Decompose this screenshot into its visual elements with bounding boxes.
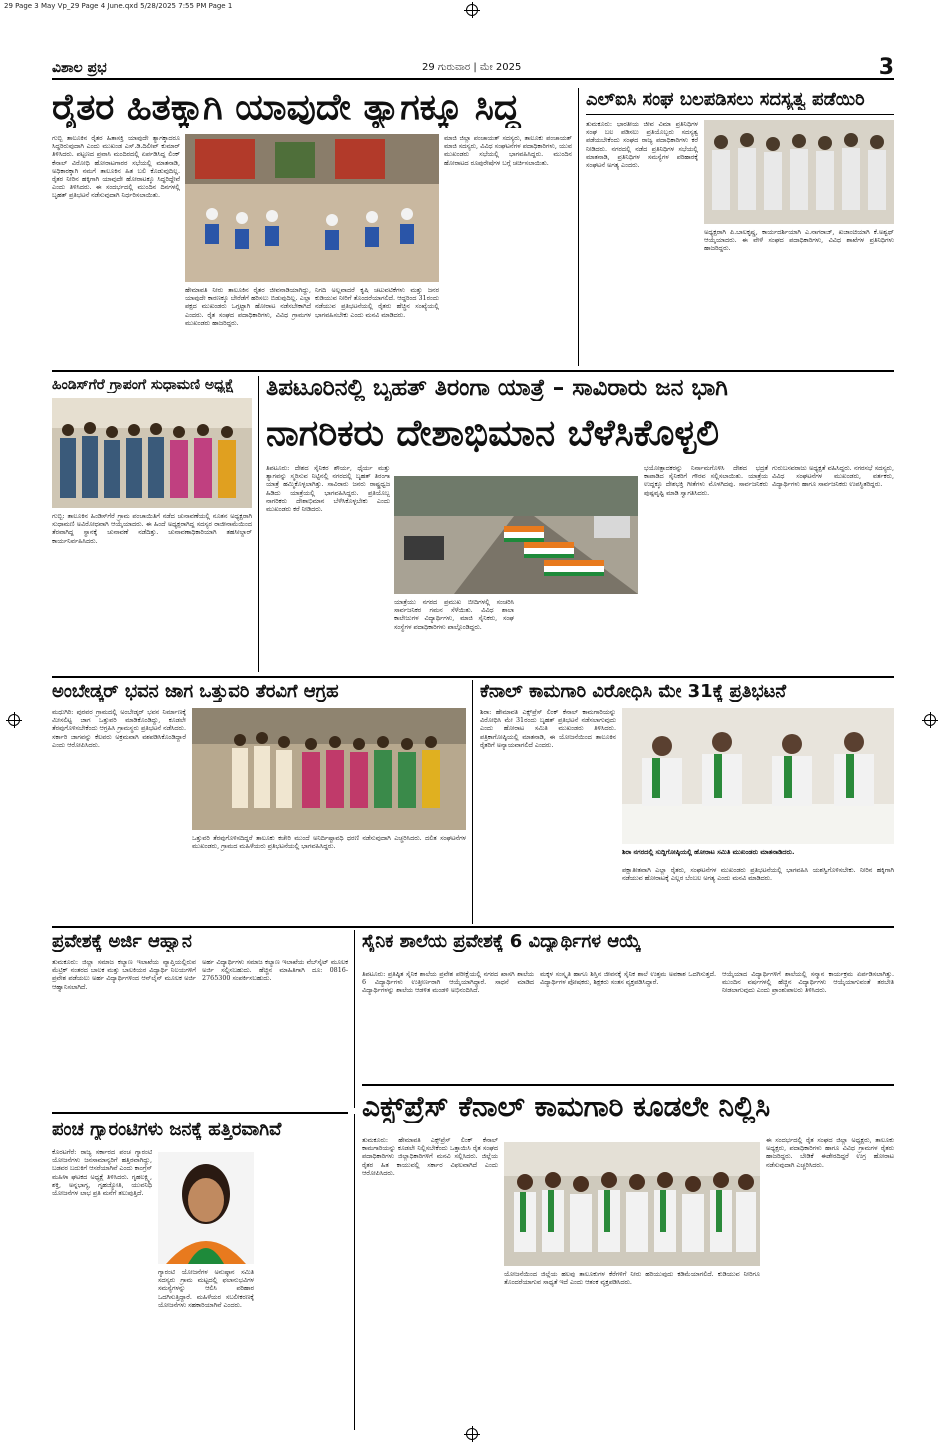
headline-farmers: ರೈತರ ಹಿತಕ್ಕಾಗಿ ಯಾವುದೇ ತ್ಯಾಗಕ್ಕೂ ಸಿದ್ಧ (52, 88, 521, 128)
article-express-canal-col2: ಯೋಜನೆಯಿಂದ ಜಿಲ್ಲೆಯ ಹಲವು ತಾಲೂಕುಗಳ ಕೆರೆಗಳಿಗೆ ನೀರು ಹರಿಯುವುದು ಕಡಿಮೆಯಾಗಲಿದೆ. ಕುಡಿಯುವ ನೀರಿಗೂ ತೊಂದರೆಯಾಗುವ ಸಾಧ್ಯತೆ ಇದೆ ಎಂದು ಆತಂಕ ವ್ಯಕ್ತಪಡಿಸಿದರು. (504, 1270, 760, 1287)
photo-hindisgere (52, 398, 252, 508)
photo-express-canal (504, 1142, 760, 1266)
column-divider (578, 88, 579, 366)
column-divider (472, 680, 473, 924)
article-guarantee-col1: ಕೊರಟಗೆರೆ: ರಾಜ್ಯ ಸರ್ಕಾರದ ಪಂಚ ಗ್ಯಾರಂಟಿ ಯೋಜನೆಗಳು ಜನಸಾಮಾನ್ಯರಿಗೆ ಹತ್ತಿರವಾಗಿದ್ದು, ಬಡವರ ಬದುಕಿಗೆ ಆಸರೆಯಾಗಿವೆ ಎಂದು ಕಾಂಗ್ರೆಸ್ ಮಹಿಳಾ ಘಟಕದ ಅಧ್ಯಕ್ಷೆ ತಿಳಿಸಿದರು. ಗೃಹಲಕ್ಷ್ಮಿ, ಶಕ್ತಿ, ಅನ್ನಭಾಗ್ಯ, ಗೃಹಜ್ಯೋತಿ, ಯುವನಿಧಿ ಯೋಜನೆಗಳ ಲಾಭ ಪ್ರತಿ ಮನೆಗೆ ತಲುಪುತ್ತಿದೆ. (52, 1148, 152, 1198)
section-rule (52, 370, 894, 372)
article-canal-protest-col1: ಶಿರಾ: ಹೇಮಾವತಿ ಎಕ್ಸ್‌ಪ್ರೆಸ್ ಲಿಂಕ್ ಕೆನಾಲ್ ಕಾಮಗಾರಿಯನ್ನು ವಿರೋಧಿಸಿ ಮೇ 31ರಂದು ಬೃಹತ್ ಪ್ರತಿಭಟನೆ ನಡೆಸಲಾಗುವುದು ಎಂದು ಹೋರಾಟ ಸಮಿತಿ ಮುಖಂಡರು ತಿಳಿಸಿದರು. ಪತ್ರಿಕಾಗೋಷ್ಠಿಯಲ್ಲಿ ಮಾತನಾಡಿ, ಈ ಯೋಜನೆಯಿಂದ ತಾಲೂಕಿನ ರೈತರಿಗೆ ಅನ್ಯಾಯವಾಗಲಿದೆ ಎಂದರು. (480, 708, 616, 749)
article-sainik-col2: ಮಕ್ಕಳ ಸಂಸ್ಕೃತಿ ಹಾಗೂ ಶಿಸ್ತಿನ ಜೀವನಕ್ಕೆ ಸೈನಿಕ ಶಾಲೆ ಉತ್ತಮ ಅವಕಾಶ ಒದಗಿಸುತ್ತದೆ. ವಿದ್ಯಾರ್ಥಿಗಳ ಪೋಷಕರು, ಶಿಕ್ಷಕರು ಸಂತಸ ವ್ಯಕ್ತಪಡಿಸಿದ್ದಾರೆ. (540, 970, 716, 987)
article-farmers-col1: ಗುಬ್ಬಿ ತಾಲೂಕಿನ ರೈತರ ಹಿತಾಸಕ್ತಿ ಯಾವುದೇ ತ್ಯಾಗಕ್ಕಾದರೂ ಸಿದ್ಧರಿರುವುದಾಗಿ ಎಂದು ಮುಖಂಡ ಎಸ್.ಡಿ.ದಿಲೀಪ್ ಕುಮಾರ್ ತಿಳಿಸಿದರು. ಪಟ್ಟಣದ ಪ್ರವಾಸಿ ಮಂದಿರದಲ್ಲಿ ಏರ್ಪಡಿಸಿದ್ದ ಲಿಂಕ್ ಕೆನಾಲ್ ವಿರೋಧಿ ಹೋರಾಟಗಾರರ ಸಭೆಯಲ್ಲಿ ಮಾತನಾಡಿ, ಅಧಿಕಾರಕ್ಕಾಗಿ ನಮಗೆ ತಾಲೂಕಿನ ಹಿತ ಬಲಿ ಕೊಡುವುದಿಲ್ಲ. ರೈತರ ನೀರಿನ ಹಕ್ಕಿಗಾಗಿ ಯಾವುದೇ ಹೋರಾಟಕ್ಕೂ ಸಿದ್ಧರಿದ್ದೇವೆ ಎಂದು ತಿಳಿಸಿದರು. ಈ ಸಂದರ್ಭದಲ್ಲಿ ಮುಂದಿನ ದಿನಗಳಲ್ಲಿ ಬೃಹತ್ ಪ್ರತಿಭಟನೆ ನಡೆಸುವುದಾಗಿ ನಿರ್ಧರಿಸಲಾಯಿತು. (52, 134, 180, 200)
article-admission-col2: ಅರ್ಹ ವಿದ್ಯಾರ್ಥಿಗಳು ಸಮಾಜ ಕಲ್ಯಾಣ ಇಲಾಖೆಯ ವೆಬ್‌ಸೈಟ್ ಮೂಲಕ ಅರ್ಜಿ ಸಲ್ಲಿಸಬಹುದು. ಹೆಚ್ಚಿನ ಮಾಹಿತಿಗಾಗಿ ದೂ: 0816-2765300 ಸಂಪರ್ಕಿಸಬಹುದು. (202, 958, 348, 983)
registration-mark-icon (8, 714, 20, 726)
article-farmers-col3: ನಿಗದಿ ಅಲ್ಲವಾದರೆ ಕೃಷಿ ಚಟುವಟಿಕೆಗಳು ಮತ್ತು ಜನರ ಕುಡಿಯುವ ನೀರಿಗೆ ತೊಂದರೆಯಾಗಲಿದೆ. ಆದ್ದರಿಂದ 31ರಂದು ನಡೆಯುವ ಪ್ರತಿಭಟನೆಯಲ್ಲಿ ರೈತರು ಹೆಚ್ಚಿನ ಸಂಖ್ಯೆಯಲ್ಲಿ ಭಾಗವಹಿಸಬೇಕು ಎಂದು ಮನವಿ ಮಾಡಿದರು. (315, 286, 439, 319)
article-admission-col1: ತುಮಕೂರು: ಜಿಲ್ಲಾ ಸಮಾಜ ಕಲ್ಯಾಣ ಇಲಾಖೆಯ ವ್ಯಾಪ್ತಿಯಲ್ಲಿರುವ ಮೆಟ್ರಿಕ್ ನಂತರದ ಬಾಲಕ ಮತ್ತು ಬಾಲಕಿಯರ ವಿದ್ಯಾರ್ಥಿ ನಿಲಯಗಳಿಗೆ ಪ್ರವೇಶ ಪಡೆಯಲು ಅರ್ಹ ವಿದ್ಯಾರ್ಥಿಗಳಿಂದ ಆನ್‌ಲೈನ್ ಮೂಲಕ ಅರ್ಜಿ ಆಹ್ವಾನಿಸಲಾಗಿದೆ. (52, 958, 196, 991)
column-divider (354, 930, 355, 1108)
photo-farmers-meeting (185, 134, 439, 282)
photo-guarantee-portrait (158, 1152, 254, 1264)
article-farmers-col2: ಹೇಮಾವತಿ ನೀರು ತಾಲೂಕಿನ ರೈತರ ಜೀವನಾಡಿಯಾಗಿದ್ದು, ಯಾವುದೇ ಕಾರಣಕ್ಕೂ ಬೇರೆಡೆಗೆ ಹರಿಸಲು ಬಿಡುವುದಿಲ್ಲ. ಎಲ್ಲಾ ಪಕ್ಷದ ಮುಖಂಡರು ಒಗ್ಗಟ್ಟಾಗಿ ಹೋರಾಟ ನಡೆಸಬೇಕಾಗಿದೆ ಎಂದರು. ರೈತ ಸಂಘದ ಪದಾಧಿಕಾರಿಗಳು, ವಿವಿಧ ಗ್ರಾಮಗಳ ಮುಖಂಡರು ಹಾಜರಿದ್ದರು. (185, 286, 311, 327)
article-express-canal-col3: ಈ ಸಂದರ್ಭದಲ್ಲಿ ರೈತ ಸಂಘದ ಜಿಲ್ಲಾ ಅಧ್ಯಕ್ಷರು, ತಾಲೂಕು ಅಧ್ಯಕ್ಷರು, ಪದಾಧಿಕಾರಿಗಳು ಹಾಗೂ ವಿವಿಧ ಗ್ರಾಮಗಳ ರೈತರು ಹಾಜರಿದ್ದರು. ಬೇಡಿಕೆ ಈಡೇರದಿದ್ದರೆ ಉಗ್ರ ಹೋರಾಟ ನಡೆಸುವುದಾಗಿ ಎಚ್ಚರಿಸಿದರು. (766, 1136, 894, 1169)
article-tiranga-col3: ಭಯೋತ್ಪಾದಕರನ್ನು ನಿರ್ನಾಮಗೊಳಿಸಿ ದೇಶದ ಭದ್ರತೆ ಕಾಪಾಡಿದ ಸೈನಿಕರಿಗೆ ಗೌರವ ಸಲ್ಲಿಸಲಾಯಿತು. ಯಾತ್ರೆಯ ಉದ್ದಕ್ಕೂ ದೇಶಭಕ್ತಿ ಗೀತೆಗಳು ಮೊಳಗಿದವು. ಸಾರ್ವಜನಿಕರು ಪುಷ್ಪವೃಷ್ಟಿ ಮಾಡಿ ಸ್ವಾಗತಿಸಿದರು. (644, 464, 768, 497)
headline-canal-protest: ಕೆನಾಲ್ ಕಾಮಗಾರಿ ವಿರೋಧಿಸಿ ಮೇ 31ಕ್ಕೆ ಪ್ರತಿಭಟನೆ (480, 682, 787, 702)
issue-date: 29 ಗುರುವಾರ | ಮೇ 2025 (422, 62, 522, 73)
article-sainik-col1: ತಿಪಟೂರು: ಪ್ರತಿಷ್ಠಿತ ಸೈನಿಕ ಶಾಲೆಯ ಪ್ರವೇಶ ಪರೀಕ್ಷೆಯಲ್ಲಿ ನಗರದ ಖಾಸಗಿ ಶಾಲೆಯ 6 ವಿದ್ಯಾರ್ಥಿಗಳು ಉತ್ತೀರ್ಣರಾಗಿ ಆಯ್ಕೆಯಾಗಿದ್ದಾರೆ. ಸಾಧನೆ ಮಾಡಿದ ವಿದ್ಯಾರ್ಥಿಗಳನ್ನು ಶಾಲೆಯ ಆಡಳಿತ ಮಂಡಳಿ ಅಭಿನಂದಿಸಿದೆ. (362, 970, 534, 995)
photo-canal-press-meet (622, 708, 894, 844)
article-tiranga-col4: ಗುರುಬಸವರಾಜು ಅಧ್ಯಕ್ಷತೆ ವಹಿಸಿದ್ದರು. ನಗರಸಭೆ ಸದಸ್ಯರು, ವಿವಿಧ ಸಂಘಟನೆಗಳ ಮುಖಂಡರು, ವರ್ತಕರು, ವಿದ್ಯಾರ್ಥಿಗಳು ಹಾಗೂ ಸಾರ್ವಜನಿಕರು ಉಪಸ್ಥಿತರಿದ್ದರು. (772, 464, 894, 489)
caption-canal-press-meet: ಶಿರಾ ನಗರದಲ್ಲಿ ಸುದ್ದಿಗೋಷ್ಠಿಯಲ್ಲಿ ಹೋರಾಟ ಸಮಿತಿ ಮುಖಂಡರು ಮಾತನಾಡಿದರು. (622, 848, 795, 856)
headline-admission: ಪ್ರವೇಶಕ್ಕೆ ಅರ್ಜಿ ಆಹ್ವಾನ (52, 932, 192, 952)
article-sainik-col3: ಆಯ್ಕೆಯಾದ ವಿದ್ಯಾರ್ಥಿಗಳಿಗೆ ಶಾಲೆಯಲ್ಲಿ ಸನ್ಮಾನ ಕಾರ್ಯಕ್ರಮ ಏರ್ಪಡಿಸಲಾಗಿತ್ತು. ಮುಂದಿನ ವರ್ಷಗಳಲ್ಲಿ ಹೆಚ್ಚಿನ ವಿದ್ಯಾರ್ಥಿಗಳು ಆಯ್ಕೆಯಾಗುವಂತೆ ತರಬೇತಿ ನೀಡಲಾಗುವುದು ಎಂದು ಪ್ರಾಂಶುಪಾಲರು ತಿಳಿಸಿದರು. (722, 970, 894, 995)
photo-ambedkar-protest (192, 708, 466, 830)
article-tiranga-col1: ತಿಪಟೂರು: ದೇಶದ ಸೈನಿಕರ ಶೌರ್ಯ, ಧೈರ್ಯ ಮತ್ತು ತ್ಯಾಗವನ್ನು ಸ್ಮರಿಸುವ ನಿಟ್ಟಿನಲ್ಲಿ ನಗರದಲ್ಲಿ ಬೃಹತ್ ತಿರಂಗಾ ಯಾತ್ರೆ ಹಮ್ಮಿಕೊಳ್ಳಲಾಗಿತ್ತು. ಸಾವಿರಾರು ಜನರು ರಾಷ್ಟ್ರಧ್ವಜ ಹಿಡಿದು ಯಾತ್ರೆಯಲ್ಲಿ ಭಾಗವಹಿಸಿದ್ದರು. ಪ್ರತಿಯೊಬ್ಬ ನಾಗರಿಕರು ದೇಶಾಭಿಮಾನ ಬೆಳೆಸಿಕೊಳ್ಳಬೇಕು ಎಂದು ಮುಖಂಡರು ಕರೆ ನೀಡಿದರು. (266, 464, 390, 514)
headline-guarantee: ಪಂಚ ಗ್ಯಾರಂಟಿಗಳು ಜನಕ್ಕೆ ಹತ್ತಿರವಾಗಿವೆ (52, 1120, 282, 1140)
column-divider (354, 1114, 355, 1430)
print-slug: 29 Page 3 May Vp_29 Page 4 June.qxd 5/28/2025 7:55 PM Page 1 (4, 2, 233, 10)
headline-sainik: ಸೈನಿಕ ಶಾಲೆಯ ಪ್ರವೇಶಕ್ಕೆ 6 ವಿದ್ಯಾರ್ಥಿಗಳ ಆಯ್ಕೆ (362, 932, 641, 952)
article-farmers-col4: ಮಾಜಿ ಜಿಲ್ಲಾ ಪಂಚಾಯತ್ ಸದಸ್ಯರು, ತಾಲೂಕು ಪಂಚಾಯತ್ ಮಾಜಿ ಸದಸ್ಯರು, ವಿವಿಧ ಸಂಘಟನೆಗಳ ಪದಾಧಿಕಾರಿಗಳು, ಯುವ ಮುಖಂಡರು ಸಭೆಯಲ್ಲಿ ಭಾಗವಹಿಸಿದ್ದರು. ಮುಂದಿನ ಹೋರಾಟದ ರೂಪುರೇಷೆಗಳ ಬಗ್ಗೆ ಚರ್ಚಿಸಲಾಯಿತು. (444, 134, 572, 167)
section-rule (52, 926, 894, 928)
kicker-tiranga: ತಿಪಟೂರಿನಲ್ಲಿ ಬೃಹತ್ ತಿರಂಗಾ ಯಾತ್ರೆ – ಸಾವಿರಾರು ಜನ ಭಾಗಿ (266, 376, 728, 401)
rule (586, 114, 894, 115)
section-rule (52, 1112, 348, 1114)
article-hindisgere-col1: ಗುಬ್ಬಿ: ತಾಲೂಕಿನ ಹಿಂಡಿಸ್‌ಗೆರೆ ಗ್ರಾಮ ಪಂಚಾಯಿತಿಗೆ ನಡೆದ ಚುನಾವಣೆಯಲ್ಲಿ ನೂತನ ಅಧ್ಯಕ್ಷರಾಗಿ ಸುಧಾಮಣಿ ಅವಿರೋಧವಾಗಿ ಆಯ್ಕೆಯಾದರು. ಈ ಹಿಂದೆ ಅಧ್ಯಕ್ಷರಾಗಿದ್ದ ಸದಸ್ಯರ ರಾಜೀನಾಮೆಯಿಂದ ತೆರವಾಗಿದ್ದ ಸ್ಥಾನಕ್ಕೆ ಚುನಾವಣೆ ನಡೆದಿತ್ತು. ಚುನಾವಣಾಧಿಕಾರಿಯಾಗಿ ತಹಸೀಲ್ದಾರ್ ಕಾರ್ಯನಿರ್ವಹಿಸಿದರು. (52, 512, 252, 545)
article-lic-col2: ಅಧ್ಯಕ್ಷರಾಗಿ ಪಿ.ಬಾಲಕೃಷ್ಣ, ಕಾರ್ಯದರ್ಶಿಯಾಗಿ ಎ.ನಾಗರಾಜ್, ಖಜಾಂಚಿಯಾಗಿ ಕೆ.ಅಶ್ವಥ್ ಆಯ್ಕೆಯಾದರು. ಈ ವೇಳೆ ಸಂಘದ ಪದಾಧಿಕಾರಿಗಳು, ವಿವಿಧ ಶಾಖೆಗಳ ಪ್ರತಿನಿಧಿಗಳು ಹಾಜರಿದ್ದರು. (704, 228, 894, 253)
column-divider (258, 376, 259, 672)
photo-tiranga-rally (394, 476, 638, 594)
section-rule (362, 1084, 894, 1086)
article-ambedkar-col1: ಮಧುಗಿರಿ: ಪುರವರ ಗ್ರಾಮದಲ್ಲಿ ಅಂಬೇಡ್ಕರ್ ಭವನ ನಿರ್ಮಾಣಕ್ಕೆ ಮೀಸಲಿಟ್ಟ ಜಾಗ ಒತ್ತುವರಿ ಮಾಡಿಕೊಂಡಿದ್ದು, ಕೂಡಲೇ ತೆರವುಗೊಳಿಸಬೇಕೆಂದು ಆಗ್ರಹಿಸಿ ಗ್ರಾಮಸ್ಥರು ಪ್ರತಿಭಟನೆ ನಡೆಸಿದರು. ಸರ್ಕಾರಿ ಜಾಗವನ್ನು ಕೆಲವರು ಅಕ್ರಮವಾಗಿ ವಶಪಡಿಸಿಕೊಂಡಿದ್ದಾರೆ ಎಂದು ಆರೋಪಿಸಿದರು. (52, 708, 186, 749)
article-ambedkar-col2: ಒತ್ತುವರಿ ತೆರವುಗೊಳಿಸದಿದ್ದರೆ ತಾಲೂಕು ಕಚೇರಿ ಮುಂದೆ ಅನಿರ್ದಿಷ್ಟಾವಧಿ ಧರಣಿ ನಡೆಸುವುದಾಗಿ ಎಚ್ಚರಿಸಿದರು. ದಲಿತ ಸಂಘಟನೆಗಳ ಮುಖಂಡರು, ಗ್ರಾಮದ ಮಹಿಳೆಯರು ಪ್ರತಿಭಟನೆಯಲ್ಲಿ ಭಾಗವಹಿಸಿದ್ದರು. (192, 834, 466, 851)
article-tiranga-col2: ಯಾತ್ರೆಯು ನಗರದ ಪ್ರಮುಖ ಬೀದಿಗಳಲ್ಲಿ ಸಂಚರಿಸಿ ಸಾರ್ವಜನಿಕರ ಗಮನ ಸೆಳೆಯಿತು. ವಿವಿಧ ಶಾಲಾ ಕಾಲೇಜುಗಳ ವಿದ್ಯಾರ್ಥಿಗಳು, ಮಾಜಿ ಸೈನಿಕರು, ಸಂಘ ಸಂಸ್ಥೆಗಳ ಪದಾಧಿಕಾರಿಗಳು ಪಾಲ್ಗೊಂಡಿದ್ದರು. (394, 598, 514, 631)
article-guarantee-col2: ಗ್ಯಾರಂಟಿ ಯೋಜನೆಗಳ ಅನುಷ್ಠಾನ ಸಮಿತಿ ಸದಸ್ಯರು ಗ್ರಾಮ ಮಟ್ಟದಲ್ಲಿ ಫಲಾನುಭವಿಗಳ ಸಮಸ್ಯೆಗಳನ್ನು ಆಲಿಸಿ ಪರಿಹಾರ ಒದಗಿಸುತ್ತಿದ್ದಾರೆ. ಮಹಿಳೆಯರ ಸಬಲೀಕರಣಕ್ಕೆ ಯೋಜನೆಗಳು ಸಹಕಾರಿಯಾಗಿವೆ ಎಂದರು. (158, 1268, 254, 1309)
article-express-canal-col1: ತುಮಕೂರು: ಹೇಮಾವತಿ ಎಕ್ಸ್‌ಪ್ರೆಸ್ ಲಿಂಕ್ ಕೆನಾಲ್ ಕಾಮಗಾರಿಯನ್ನು ಕೂಡಲೇ ನಿಲ್ಲಿಸಬೇಕೆಂದು ಒತ್ತಾಯಿಸಿ ರೈತ ಸಂಘದ ಪದಾಧಿಕಾರಿಗಳು ಜಿಲ್ಲಾಧಿಕಾರಿಗಳಿಗೆ ಮನವಿ ಸಲ್ಲಿಸಿದರು. ಜಿಲ್ಲೆಯ ರೈತರ ಹಿತ ಕಾಯುವಲ್ಲಿ ಸರ್ಕಾರ ವಿಫಲವಾಗಿದೆ ಎಂದು ಆರೋಪಿಸಿದರು. (362, 1136, 498, 1177)
registration-mark-icon (466, 4, 478, 16)
headline-lic: ಎಲ್‌ಐಸಿ ಸಂಘ ಬಲಪಡಿಸಲು ಸದಸ್ಯತ್ವ ಪಡೆಯಿರಿ (586, 90, 865, 110)
headline-express-canal: ಎಕ್ಸ್‌ಪ್ರೆಸ್ ಕೆನಾಲ್ ಕಾಮಗಾರಿ ಕೂಡಲೇ ನಿಲ್ಲಿಸಿ (362, 1092, 771, 1123)
article-canal-protest-col2: ಪಕ್ಷಾತೀತವಾಗಿ ಎಲ್ಲಾ ರೈತರು, ಸಂಘಟನೆಗಳ ಮುಖಂಡರು ಪ್ರತಿಭಟನೆಯಲ್ಲಿ ಭಾಗವಹಿಸಿ ಯಶಸ್ವಿಗೊಳಿಸಬೇಕು. ನೀರಿನ ಹಕ್ಕಿಗಾಗಿ ನಡೆಯುವ ಹೋರಾಟಕ್ಕೆ ಎಲ್ಲರ ಬೆಂಬಲ ಅಗತ್ಯ ಎಂದು ಮನವಿ ಮಾಡಿದರು. (622, 866, 894, 883)
headline-ambedkar: ಅಂಬೇಡ್ಕರ್ ಭವನ ಜಾಗ ಒತ್ತುವರಿ ತೆರವಿಗೆ ಆಗ್ರಹ (52, 682, 339, 702)
page-number: 3 (878, 55, 894, 80)
headline-tiranga: ನಾಗರಿಕರು ದೇಶಾಭಿಮಾನ ಬೆಳೆಸಿಕೊಳ್ಳಲಿ (266, 414, 720, 454)
newspaper-name: ವಿಶಾಲ ಪ್ರಭ (52, 60, 107, 76)
headline-hindisgere: ಹಿಂಡಿಸ್‌ಗೆರೆ ಗ್ರಾಪಂಗೆ ಸುಧಾಮಣಿ ಅಧ್ಯಕ್ಷೆ (52, 378, 235, 393)
masthead (52, 55, 894, 80)
registration-mark-icon (924, 714, 936, 726)
article-lic-col1: ತುಮಕೂರು: ಭಾರತೀಯ ಜೀವ ವಿಮಾ ಪ್ರತಿನಿಧಿಗಳ ಸಂಘ ಬಲ ಪಡಿಸಲು ಪ್ರತಿಯೊಬ್ಬರು ಸದಸ್ಯತ್ವ ಪಡೆಯಬೇಕೆಂದು ಸಂಘದ ರಾಜ್ಯ ಪದಾಧಿಕಾರಿಗಳು ಕರೆ ನೀಡಿದರು. ನಗರದಲ್ಲಿ ನಡೆದ ಪ್ರತಿನಿಧಿಗಳ ಸಭೆಯಲ್ಲಿ ಮಾತನಾಡಿ, ಪ್ರತಿನಿಧಿಗಳ ಸಮಸ್ಯೆಗಳ ಪರಿಹಾರಕ್ಕೆ ಸಂಘಟನೆ ಅಗತ್ಯ ಎಂದರು. (586, 120, 698, 170)
section-rule (52, 676, 894, 678)
photo-lic-group (704, 120, 894, 224)
